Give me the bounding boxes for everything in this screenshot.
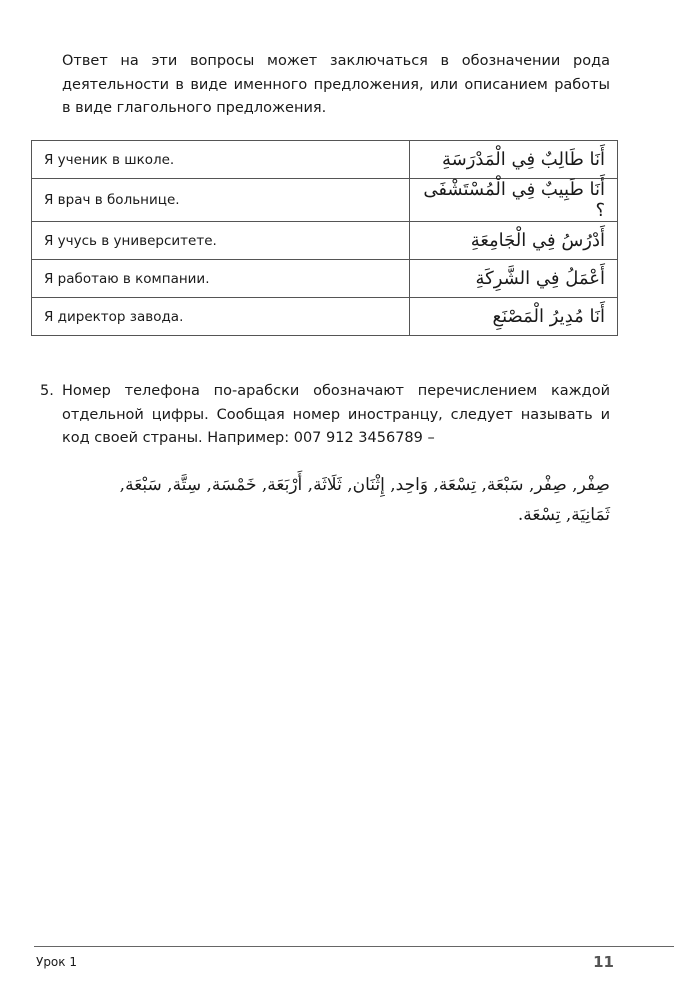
arabic-phrase: أَنَا مُدِيرُ الْمَصْنَعِ (410, 298, 618, 336)
phrase-table (31, 140, 618, 336)
table-row (32, 222, 618, 260)
table-row (32, 179, 618, 222)
arabic-digits-example: صِفْر, صِفْر, سَبْعَة, تِسْعَة, وَاحِد, إِثْنَان, ثَلَاثَة, أَرْبَعَة, خَمْسَة, سِتَّة, سَبْعَة, ثَمَانِيَة, تِسْعَة. (119, 475, 610, 525)
russian-phrase: Я директор завода. (32, 298, 410, 336)
russian-phrase: Я учусь в университете. (32, 222, 410, 260)
arabic-phrase: أَنَا طَالِبٌ فِي الْمَدْرَسَةِ (410, 141, 618, 179)
footer-divider (34, 946, 674, 947)
table-row (32, 298, 618, 336)
russian-phrase: Я ученик в школе. (32, 141, 410, 179)
numbered-item-5 (40, 380, 610, 451)
russian-phrase: Я работаю в компании. (32, 260, 410, 298)
item-number: 5. (40, 383, 54, 399)
arabic-phrase: أَدْرُسُ فِي الْجَامِعَةِ (410, 222, 618, 260)
item-text: Номер телефона по-арабски обозначают перечислением каждой отдельной цифры. Сообщая номер иностранцу, следует называть и код своей страны. Например: 007 912 3456789 – (62, 383, 610, 446)
intro-paragraph: Ответ на эти вопросы может заключаться в обозначении рода деятельности в виде именного предложения, или описанием работы в виде глагольного предложения. (62, 53, 610, 116)
arabic-phrase: أَعْمَلُ فِي الشَّرِكَةِ (410, 260, 618, 298)
page-number: 11 (593, 953, 614, 971)
footer-lesson-label: Урок 1 (36, 955, 77, 969)
table-row (32, 260, 618, 298)
arabic-phrase: أَنَا طَبِيبٌ فِي الْمُسْتَشْفَى ؟ (410, 179, 618, 222)
russian-phrase: Я врач в больнице. (32, 179, 410, 222)
table-row (32, 141, 618, 179)
